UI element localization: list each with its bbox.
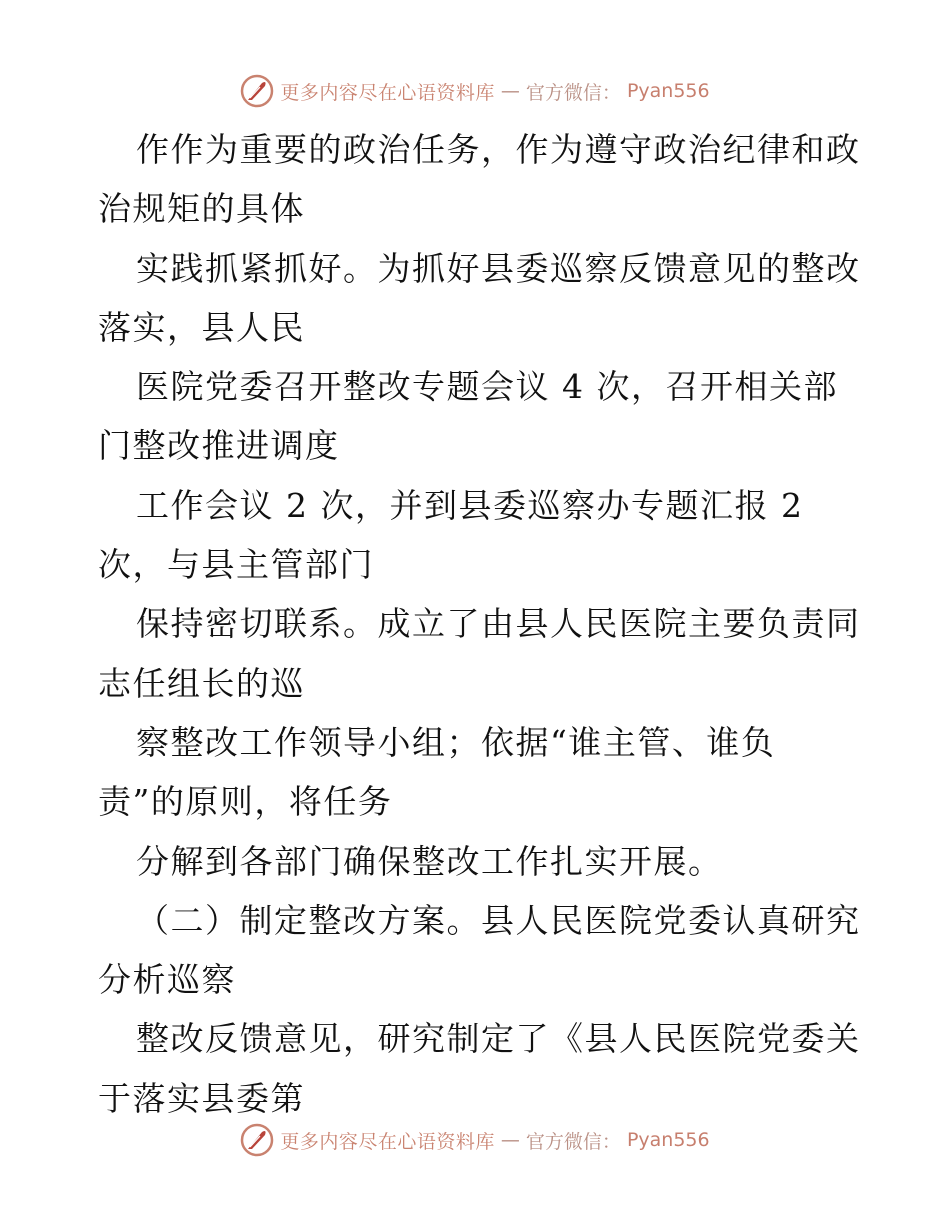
text-line: 分析巡察 [98,960,236,1000]
watermark-account: Pyan556 [626,80,710,102]
watermark-brand: 更多内容尽在心语资料库 [280,1130,495,1153]
text-line: 察整改工作领导小组；依据“谁主管、谁负 [136,722,776,762]
text-line: 工作会议 2 次，并到县委巡察办专题汇报 2 [136,485,804,525]
watermark-separator: — [500,80,520,102]
text-line: 落实，县人民 [98,307,305,347]
text-line: 治规矩的具体 [98,189,305,229]
watermark-label: 官方微信： [525,81,621,104]
text-line: 整改反馈意见，研究制定了《县人民医院党委关 [136,1019,861,1059]
watermark-account: Pyan556 [626,1129,710,1151]
watermark-separator: — [500,1129,520,1151]
text-line: 于落实县委第 [98,1078,305,1118]
watermark-brand: 更多内容尽在心语资料库 [280,81,495,104]
header-watermark [0,71,950,111]
text-line: （二）制定整改方案。县人民医院党委认真研究 [136,900,861,940]
text-line: 门整改推进调度 [98,426,340,466]
text-line: 实践抓紧抓好。为抓好县委巡察反馈意见的整改 [136,248,861,288]
footer-watermark [0,1120,950,1160]
text-line: 志任组长的巡 [98,663,305,703]
document-body [98,120,861,1128]
feather-pen-logo-icon [240,74,274,108]
watermark-label: 官方微信： [525,1130,621,1153]
text-line: 医院党委召开整改专题会议 4 次，召开相关部 [136,367,838,407]
text-line: 作作为重要的政治任务，作为遵守政治纪律和政 [136,130,861,169]
text-line: 保持密切联系。成立了由县人民医院主要负责同 [136,604,861,644]
text-line: 次，与县主管部门 [98,545,374,585]
text-line: 责”的原则，将任务 [98,782,393,822]
text-line: 分解到各部门确保整改工作扎实开展。 [136,841,723,881]
feather-pen-logo-icon [240,1123,274,1157]
